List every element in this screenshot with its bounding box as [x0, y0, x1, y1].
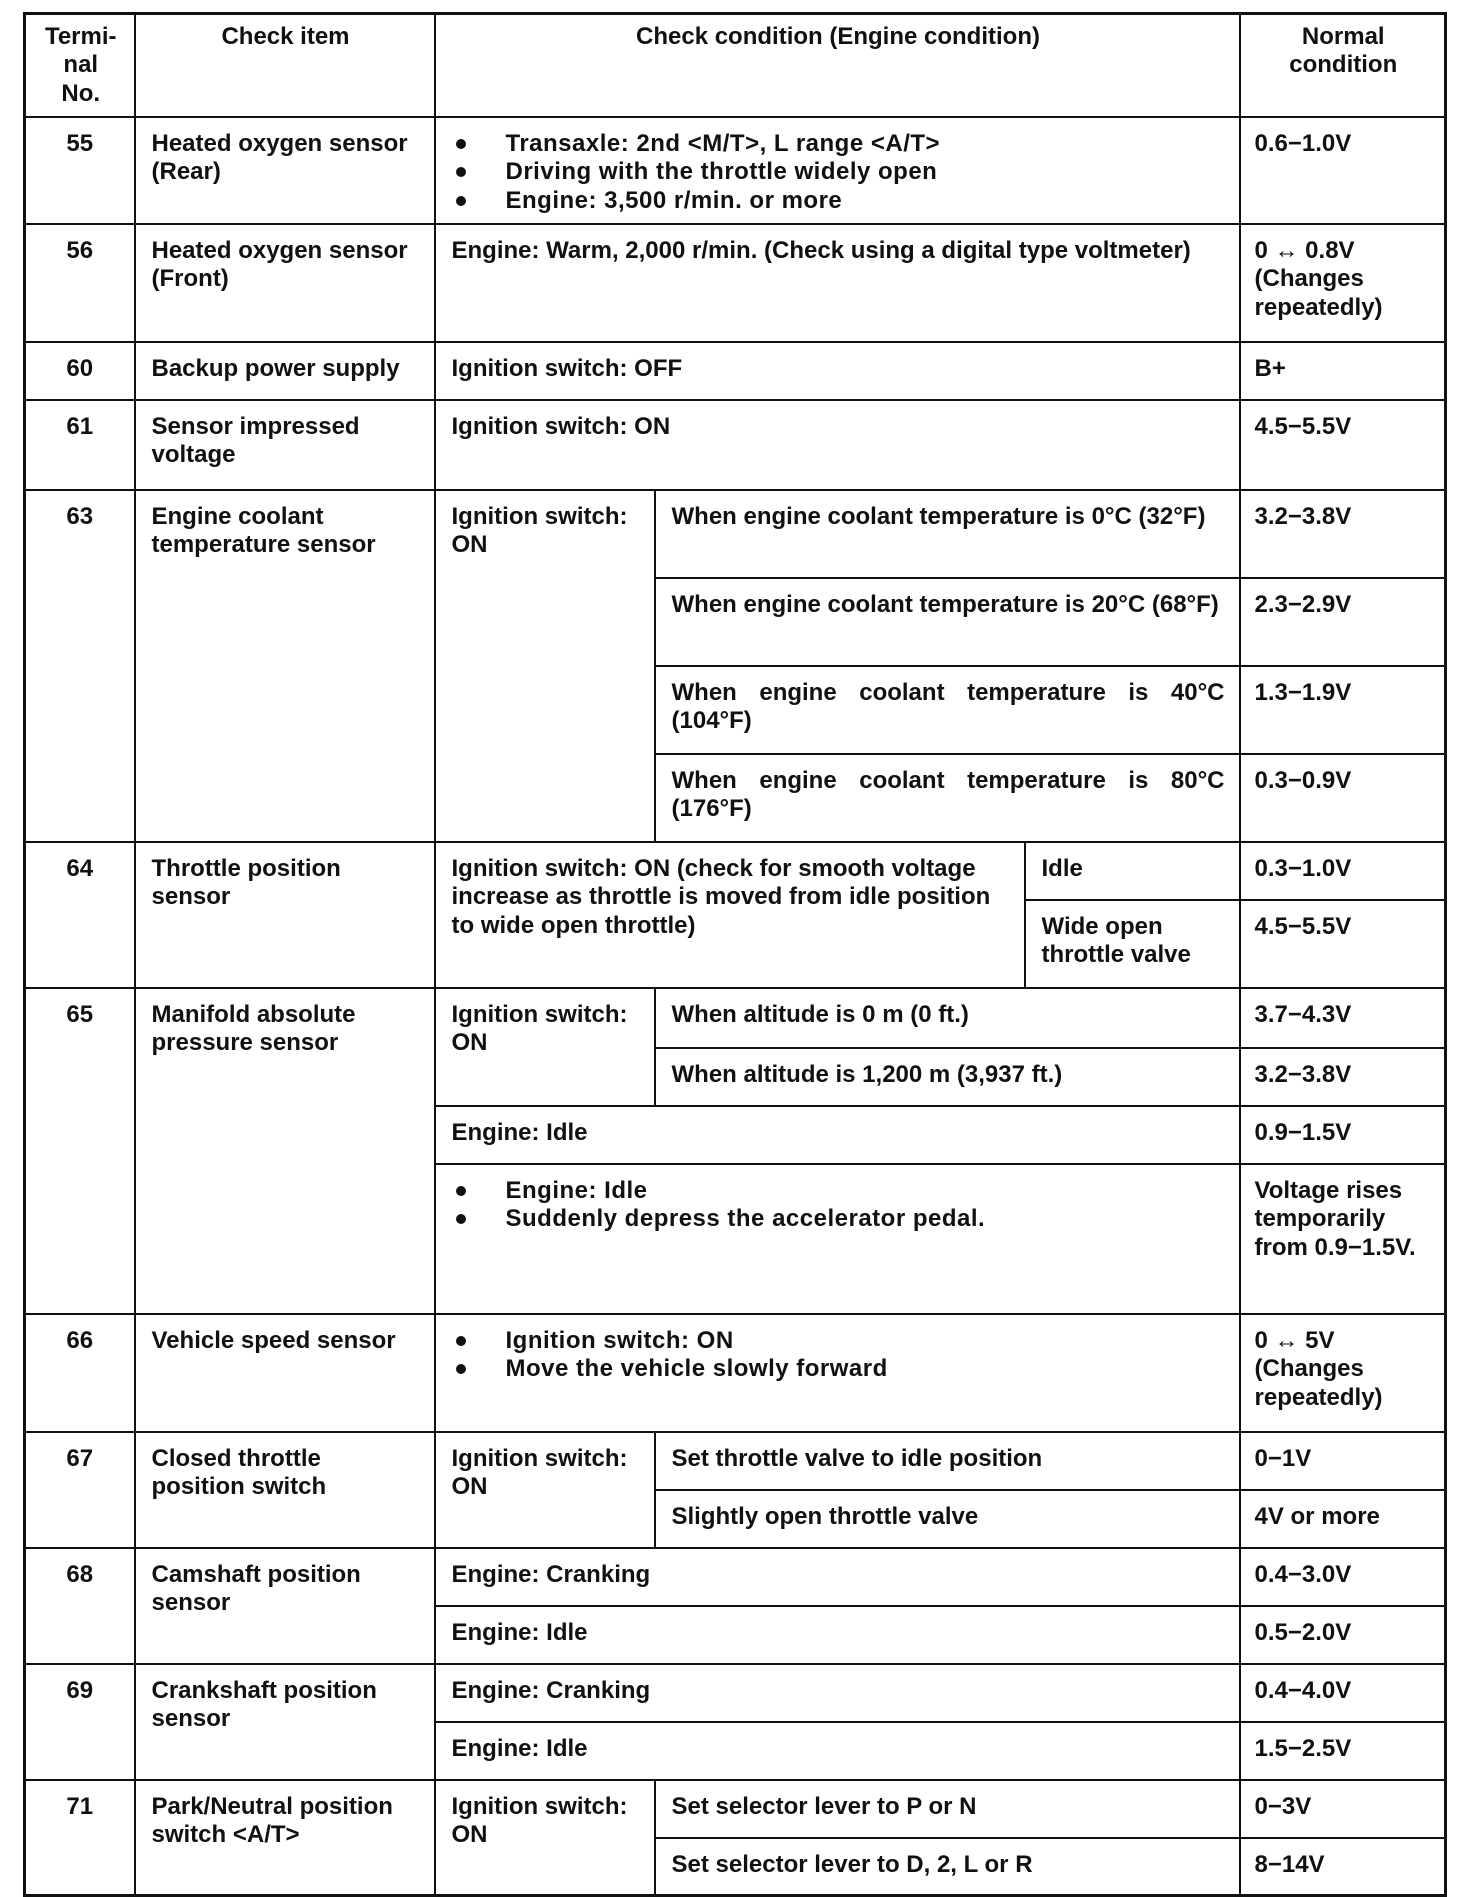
sub-condition: Wide open throttle valve — [1025, 900, 1240, 988]
check-condition: Engine: Idle — [435, 1606, 1240, 1664]
check-condition: Engine: Idle — [435, 1722, 1240, 1780]
sub-condition: When engine coolant temperature is 20°C (68°F) — [655, 578, 1240, 666]
sub-condition: Set throttle valve to idle position — [655, 1432, 1240, 1490]
sub-condition: Set selector lever to P or N — [655, 1780, 1240, 1838]
normal-condition: 1.5−2.5V — [1240, 1722, 1446, 1780]
table-row — [25, 1664, 1446, 1722]
header-row — [25, 14, 1446, 117]
header-check-item: Check item — [135, 14, 435, 117]
check-item: Vehicle speed sensor — [135, 1314, 435, 1432]
check-condition: Ignition switch: ON — [435, 1780, 655, 1896]
terminal-no: 69 — [25, 1664, 135, 1780]
check-condition: Engine: Cranking — [435, 1664, 1240, 1722]
terminal-no: 65 — [25, 988, 135, 1314]
check-item: Sensor impressed voltage — [135, 400, 435, 490]
normal-condition: 0−1V — [1240, 1432, 1446, 1490]
table-row — [25, 988, 1446, 1048]
terminal-no: 68 — [25, 1548, 135, 1664]
condition-bullet: Engine: 3,500 r/min. or more — [452, 187, 1225, 215]
check-condition — [435, 117, 1240, 224]
check-item: Heated oxygen sensor (Front) — [135, 224, 435, 342]
normal-condition: 8−14V — [1240, 1838, 1446, 1896]
check-condition: Engine: Idle — [435, 1106, 1240, 1164]
table-row — [25, 117, 1446, 224]
sub-condition: Set selector lever to D, 2, L or R — [655, 1838, 1240, 1896]
check-table — [23, 12, 1447, 1897]
check-item: Crankshaft position sensor — [135, 1664, 435, 1780]
table-row — [25, 1314, 1446, 1432]
normal-condition: 0.5−2.0V — [1240, 1606, 1446, 1664]
ecu-terminal-check-table — [23, 12, 1444, 1878]
table-row — [25, 342, 1446, 400]
normal-condition: Voltage rises temporarily from 0.9−1.5V. — [1240, 1164, 1446, 1314]
terminal-no: 55 — [25, 117, 135, 224]
sub-condition: When engine coolant temperature is 80°C (176°F) — [655, 754, 1240, 842]
normal-condition: 2.3−2.9V — [1240, 578, 1446, 666]
normal-condition: 0.9−1.5V — [1240, 1106, 1446, 1164]
check-item: Camshaft position sensor — [135, 1548, 435, 1664]
normal-condition: 3.7−4.3V — [1240, 988, 1446, 1048]
terminal-no: 67 — [25, 1432, 135, 1548]
check-item: Closed throttle position switch — [135, 1432, 435, 1548]
sub-condition: When engine coolant temperature is 40°C (104°F) — [655, 666, 1240, 754]
table-row — [25, 1548, 1446, 1606]
terminal-no: 56 — [25, 224, 135, 342]
terminal-no: 61 — [25, 400, 135, 490]
condition-bullet: Driving with the throttle widely open — [452, 158, 1225, 186]
check-condition: Ignition switch: ON — [435, 400, 1240, 490]
terminal-no: 64 — [25, 842, 135, 988]
normal-condition: 0.4−3.0V — [1240, 1548, 1446, 1606]
terminal-no: 71 — [25, 1780, 135, 1896]
normal-condition: 0.3−0.9V — [1240, 754, 1446, 842]
sub-condition: Slightly open throttle valve — [655, 1490, 1240, 1548]
check-condition: Ignition switch: ON — [435, 988, 655, 1106]
normal-condition: 0 ↔ 0.8V (Changes repeatedly) — [1240, 224, 1446, 342]
check-condition: Ignition switch: ON — [435, 490, 655, 842]
normal-condition: B+ — [1240, 342, 1446, 400]
normal-condition: 3.2−3.8V — [1240, 490, 1446, 578]
table-row — [25, 842, 1446, 900]
normal-condition: 4.5−5.5V — [1240, 900, 1446, 988]
normal-condition: 0 ↔ 5V (Changes repeatedly) — [1240, 1314, 1446, 1432]
normal-condition: 0.6−1.0V — [1240, 117, 1446, 224]
condition-bullet: Transaxle: 2nd <M/T>, L range <A/T> — [452, 130, 1225, 158]
sub-condition: When altitude is 1,200 m (3,937 ft.) — [655, 1048, 1240, 1106]
sub-condition: Idle — [1025, 842, 1240, 900]
condition-bullet: Move the vehicle slowly forward — [452, 1355, 1225, 1383]
terminal-no: 60 — [25, 342, 135, 400]
check-condition: Ignition switch: ON (check for smooth voltage increase as throttle is moved from idle position to wide open throttle) — [435, 842, 1025, 988]
check-condition: Engine: Cranking — [435, 1548, 1240, 1606]
condition-bullet: Suddenly depress the accelerator pedal. — [452, 1205, 1225, 1233]
table-row — [25, 1432, 1446, 1490]
normal-condition: 0.3−1.0V — [1240, 842, 1446, 900]
check-condition: Engine: Warm, 2,000 r/min. (Check using a digital type voltmeter) — [435, 224, 1240, 342]
check-condition — [435, 1164, 1240, 1314]
terminal-no: 63 — [25, 490, 135, 842]
table-row — [25, 400, 1446, 490]
check-item: Manifold absolute pressure sensor — [135, 988, 435, 1314]
check-condition — [435, 1314, 1240, 1432]
check-condition: Ignition switch: OFF — [435, 342, 1240, 400]
header-terminal: Termi-nal No. — [25, 14, 135, 117]
table-row — [25, 490, 1446, 578]
condition-bullet: Engine: Idle — [452, 1177, 1225, 1205]
terminal-no: 66 — [25, 1314, 135, 1432]
check-item: Engine coolant temperature sensor — [135, 490, 435, 842]
normal-condition: 0−3V — [1240, 1780, 1446, 1838]
check-item: Heated oxygen sensor (Rear) — [135, 117, 435, 224]
sub-condition: When altitude is 0 m (0 ft.) — [655, 988, 1240, 1048]
header-check-condition: Check condition (Engine condition) — [435, 14, 1240, 117]
check-item: Backup power supply — [135, 342, 435, 400]
table-row — [25, 1780, 1446, 1838]
check-condition: Ignition switch: ON — [435, 1432, 655, 1548]
normal-condition: 3.2−3.8V — [1240, 1048, 1446, 1106]
normal-condition: 0.4−4.0V — [1240, 1664, 1446, 1722]
sub-condition: When engine coolant temperature is 0°C (32°F) — [655, 490, 1240, 578]
header-normal-condition: Normal condition — [1240, 14, 1446, 117]
normal-condition: 4.5−5.5V — [1240, 400, 1446, 490]
normal-condition: 4V or more — [1240, 1490, 1446, 1548]
check-item: Park/Neutral position switch <A/T> — [135, 1780, 435, 1896]
check-item: Throttle position sensor — [135, 842, 435, 988]
condition-bullet: Ignition switch: ON — [452, 1327, 1225, 1355]
table-row — [25, 224, 1446, 342]
normal-condition: 1.3−1.9V — [1240, 666, 1446, 754]
